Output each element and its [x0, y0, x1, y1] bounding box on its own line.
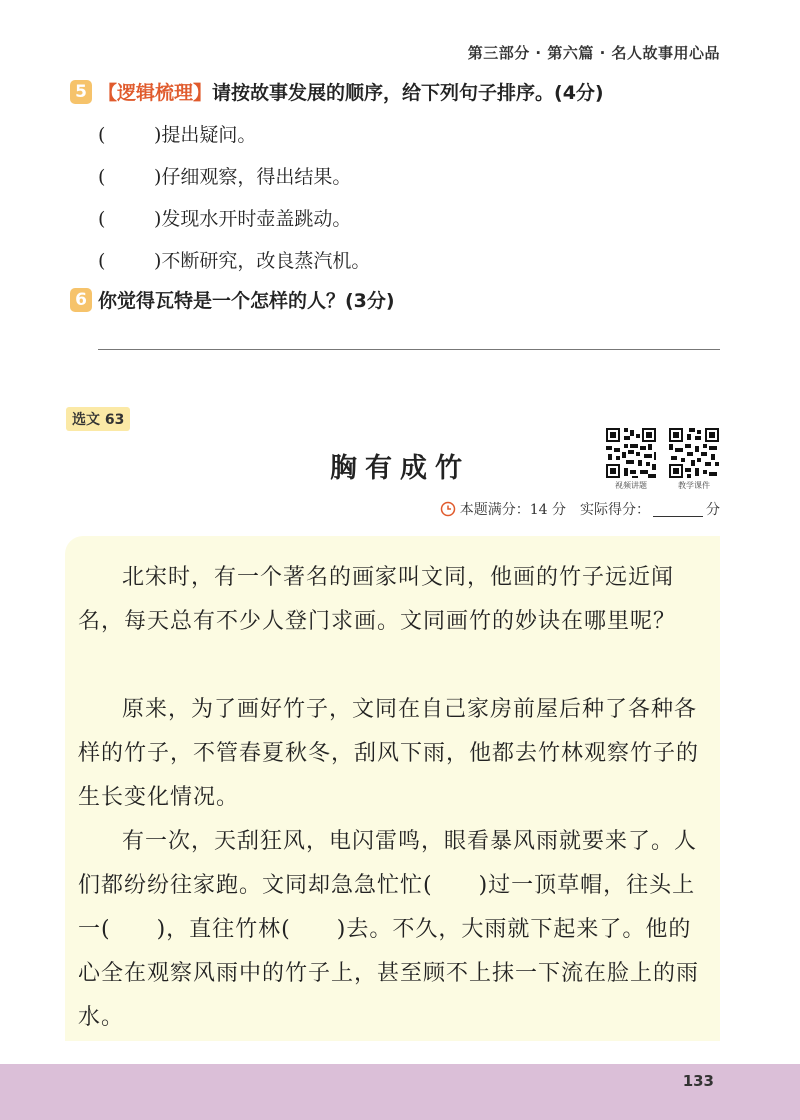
order-option[interactable]	[98, 204, 351, 231]
order-option[interactable]	[98, 246, 370, 273]
score-unit: 分	[706, 502, 720, 518]
page-header: 第三部分 · 第六篇 · 名人故事用心品	[467, 44, 720, 62]
passage-paragraph: 原来，为了画好竹子，文同在自己家房前屋后种了各种各样的竹子，不管春夏秋冬，刮风下雨，他都去竹林观察竹子的生长变化情况。	[78, 697, 700, 810]
article-title: 胸有成竹	[330, 453, 470, 484]
selection-badge: 选文 63	[66, 407, 130, 431]
answer-blank[interactable]: (	[98, 250, 106, 272]
option-text: )提出疑问。	[154, 124, 257, 146]
option-text: )发现水开时壶盖跳动。	[154, 208, 352, 230]
question-6	[70, 286, 395, 313]
score-line	[440, 499, 720, 519]
passage-paragraph: 北宋时，有一个著名的画家叫文同，他画的竹子远近闻名，每天总有不少人登门求画。文同画竹的妙诀在哪里呢？	[78, 565, 677, 634]
question-number: 5	[70, 80, 92, 104]
answer-blank[interactable]: (	[98, 208, 106, 230]
order-option[interactable]	[98, 120, 256, 147]
question-number: 6	[70, 288, 92, 312]
footer-band	[0, 1064, 800, 1120]
qr-code-icon[interactable]	[604, 426, 658, 480]
full-score-label: 本题满分：14 分	[459, 502, 566, 518]
page-number: 133	[682, 1072, 714, 1090]
question-prompt: 你觉得瓦特是一个怎样的人？(3分)	[98, 290, 395, 312]
clock-icon	[440, 501, 456, 517]
option-text: )不断研究，改良蒸汽机。	[154, 250, 371, 272]
order-option[interactable]	[98, 162, 351, 189]
passage-paragraph: 有一次，天刮狂风，电闪雷鸣，眼看暴风雨就要来了。人们都纷纷往家跑。文同却急急忙忙( )过一顶草帽，往头上一( )，直往竹林( )去。不久，大雨就下起来了。他的心全在观察风雨中的竹子上，甚至顾不上抹一下流在脸上的雨水。	[78, 829, 700, 1030]
qr-label: 视频讲题	[615, 481, 647, 490]
actual-score-blank[interactable]	[653, 502, 703, 517]
qr-code-icon[interactable]	[667, 426, 721, 480]
option-text: )仔细观察，得出结果。	[154, 166, 352, 188]
answer-blank[interactable]: (	[98, 166, 106, 188]
answer-blank[interactable]: (	[98, 124, 106, 146]
question-tag: 【逻辑梳理】	[98, 82, 213, 104]
actual-score-label: 实际得分：	[580, 502, 650, 518]
answer-line[interactable]	[98, 349, 720, 350]
qr-label: 教学课件	[678, 481, 710, 490]
question-5	[70, 78, 604, 105]
question-prompt: 请按故事发展的顺序，给下列句子排序。(4分)	[212, 82, 604, 104]
